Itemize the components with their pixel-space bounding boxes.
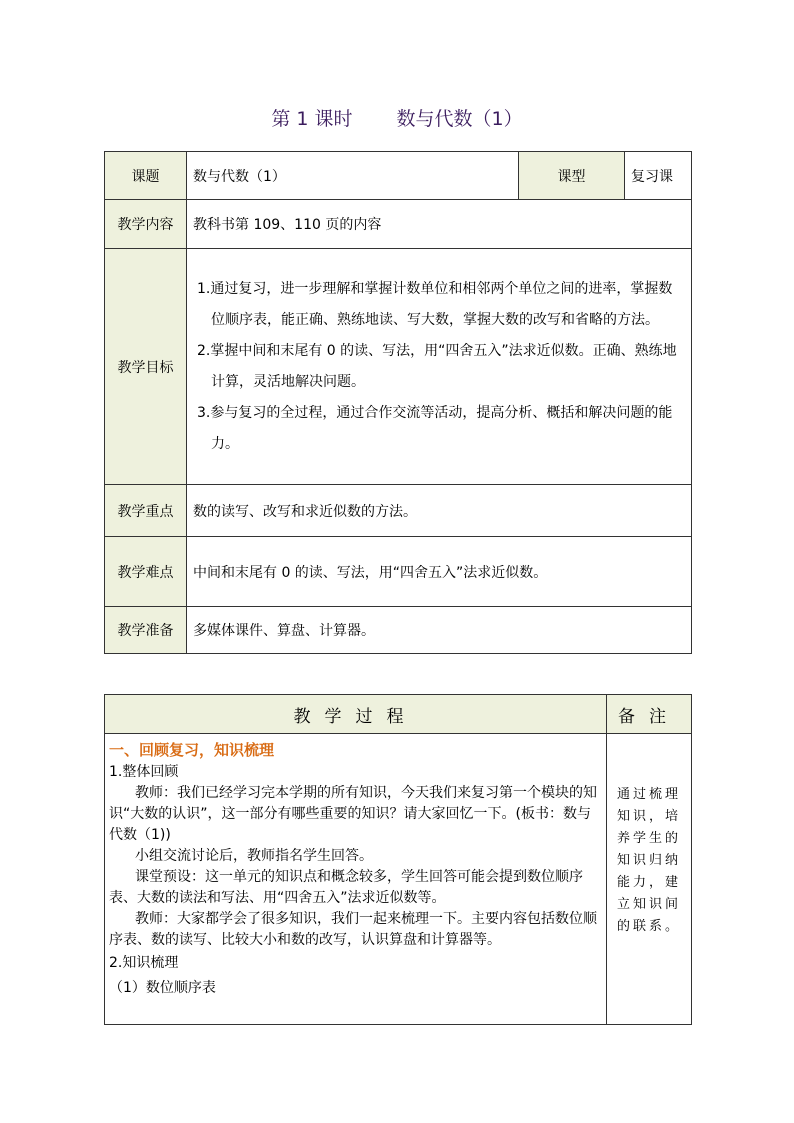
process-header: 教学过程 (105, 695, 607, 734)
type-label: 课型 (519, 152, 625, 200)
lesson-number: 第 1 课时 (271, 108, 353, 130)
paragraph: 课堂预设：这一单元的知识点和概念较多，学生回答可能会提到数位顺序表、大数的读法和写法、用“四舍五入”法求近似数等。 (109, 869, 583, 906)
paragraph: 教师：大家都学会了很多知识，我们一起来梳理一下。主要内容包括数位顺序表、数的读写、比较大小和数的改写，认识算盘和计算器等。 (109, 911, 597, 948)
content-value: 教科书第 109、110 页的内容 (187, 200, 692, 249)
notes-header: 备注 (607, 695, 692, 734)
subheading: 2.知识梳理 (109, 955, 179, 971)
paragraph: 教师：我们已经学习完本学期的所有知识，今天我们来复习第一个模块的知识“大数的认识”，这一部分有哪些重要的知识？请大家回忆一下。(板书：数与代数（1)) (109, 785, 597, 843)
preparation-label: 教学准备 (105, 607, 187, 654)
lesson-info-table (104, 151, 692, 654)
paragraph: 小组交流讨论后，教师指名学生回答。 (135, 848, 373, 864)
objective-item: 2.掌握中间和末尾有 0 的读、写法，用“四舍五入”法求近似数。正确、熟练地计算，灵活地解决问题。 (197, 342, 677, 390)
process-content (105, 734, 607, 1025)
lesson-topic: 数与代数（1） (396, 108, 523, 130)
page-title (0, 104, 794, 131)
type-value: 复习课 (625, 152, 692, 200)
subheading: （1）数位顺序表 (109, 980, 216, 996)
topic-value: 数与代数（1） (187, 152, 519, 200)
key-point-value: 数的读写、改写和求近似数的方法。 (187, 485, 692, 537)
objective-item: 3.参与复习的全过程，通过合作交流等活动，提高分析、概括和解决问题的能力。 (197, 404, 673, 452)
content-label: 教学内容 (105, 200, 187, 249)
section-title: 一、回顾复习，知识梳理 (109, 741, 275, 759)
key-point-label: 教学重点 (105, 485, 187, 537)
difficulty-value: 中间和末尾有 0 的读、写法，用“四舍五入”法求近似数。 (187, 537, 692, 607)
difficulty-label: 教学难点 (105, 537, 187, 607)
preparation-value: 多媒体课件、算盘、计算器。 (187, 607, 692, 654)
notes-content: 通过梳理知识，培养学生的知识归纳能力，建立知识间的联系。 (607, 734, 692, 1025)
objective-label: 教学目标 (105, 249, 187, 485)
objective-item: 1.通过复习，进一步理解和掌握计数单位和相邻两个单位之间的进率，掌握数位顺序表，能正确、熟练地读、写大数，掌握大数的改写和省略的方法。 (197, 280, 673, 328)
teaching-process-table (104, 694, 692, 1025)
topic-label: 课题 (105, 152, 187, 200)
subheading: 1.整体回顾 (109, 764, 179, 780)
objective-list (187, 249, 692, 485)
